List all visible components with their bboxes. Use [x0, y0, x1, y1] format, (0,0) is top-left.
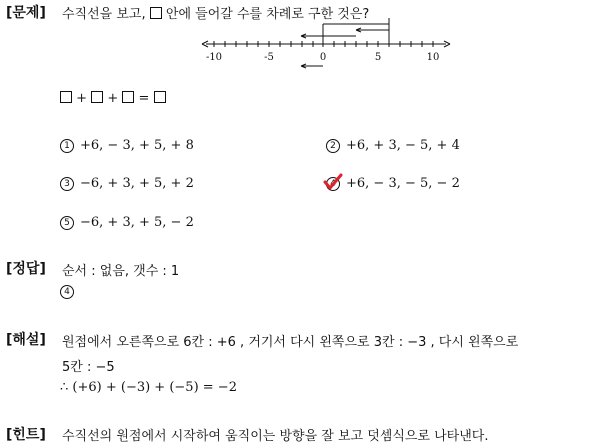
hint-tag: [힌트]	[6, 427, 46, 443]
question-before: 수직선을 보고,	[62, 7, 146, 22]
answer-choice-number: 4	[60, 285, 74, 299]
explanation-line-1: 원점에서 오른쪽으로 6칸 : +6 , 거기서 다시 왼쪽으로 3칸 : −3 , 다시 왼쪽으로	[62, 335, 519, 350]
choice-text-5: −6, + 3, + 5, − 2	[80, 215, 194, 230]
plus-sign-2: +	[107, 91, 119, 106]
choice-text-2: +6, + 3, − 5, + 4	[346, 138, 460, 153]
choice-text-3: −6, + 3, + 5, + 2	[80, 176, 194, 191]
choice-5[interactable]	[60, 215, 194, 230]
choice-number-3: 3	[60, 177, 74, 191]
choice-number-1: 1	[60, 139, 74, 153]
tick-label-10: 10	[426, 52, 440, 63]
choice-number-4: 4	[326, 177, 340, 191]
explanation-tag: [해설]	[6, 332, 46, 348]
blank-box-1	[60, 91, 72, 103]
blank-expression	[60, 91, 166, 106]
choice-2[interactable]	[326, 138, 460, 153]
problem-tag: [문제]	[6, 5, 46, 21]
tick-label-5: 5	[374, 52, 382, 63]
blank-box-2	[91, 91, 103, 103]
tick-label-0: 0	[319, 52, 327, 63]
choice-text-1: +6, − 3, + 5, + 8	[80, 138, 194, 153]
tick-label-neg5: -5	[264, 52, 274, 63]
blank-box-3	[122, 91, 134, 103]
question-after: 안에 들어갈 수를 차례로 구한 것은?	[165, 7, 370, 22]
choice-text-4: +6, − 3, − 5, − 2	[346, 176, 460, 191]
tick-label-neg10: -10	[205, 52, 223, 63]
plus-sign-1: +	[76, 91, 88, 106]
choice-1[interactable]	[60, 138, 194, 153]
choice-3[interactable]	[60, 176, 194, 191]
blank-box-4	[154, 91, 166, 103]
choice-number-5: 5	[60, 216, 74, 230]
answer-choice	[60, 284, 80, 299]
choice-number-2: 2	[326, 139, 340, 153]
equals-sign: =	[138, 91, 150, 106]
choice-4[interactable]	[326, 176, 460, 191]
explanation-line-2: 5칸 : −5	[62, 360, 115, 375]
hint-text: 수직선의 원점에서 시작하여 움직이는 방향을 잘 보고 덧셈식으로 나타낸다.	[62, 429, 489, 444]
answer-line: 순서 : 없음, 갯수 : 1	[62, 264, 180, 279]
answer-tag: [정답]	[6, 261, 46, 277]
number-line	[196, 16, 456, 74]
check-mark-icon	[323, 172, 343, 192]
blank-box	[150, 7, 162, 19]
explanation-line-3: ∴ (+6) + (−3) + (−5) = −2	[60, 380, 237, 395]
